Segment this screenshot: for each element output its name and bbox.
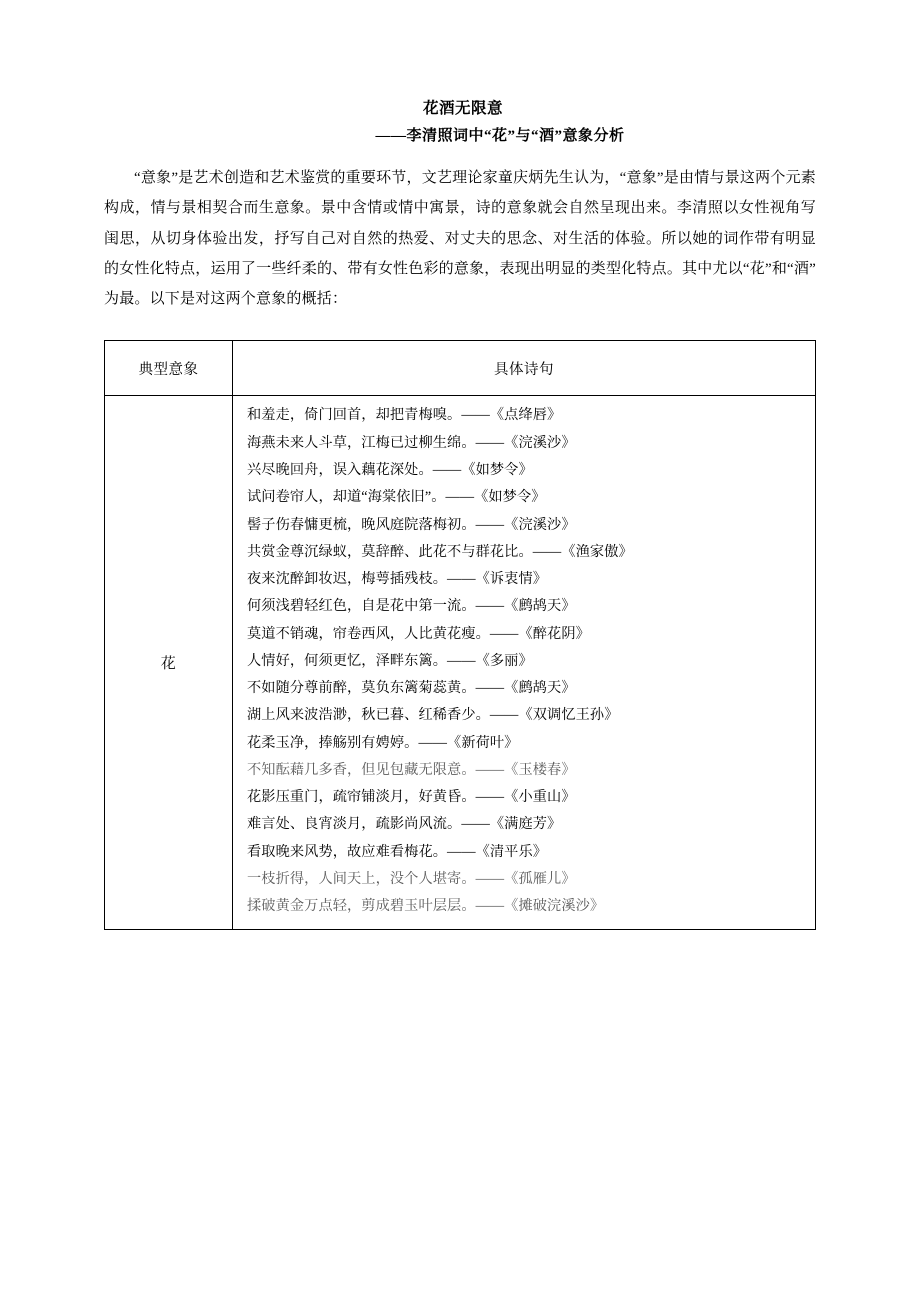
table-row [105,396,816,929]
verse-lines-cell [233,396,816,929]
verse-line: 共赏金尊沉绿蚁，莫辞醉、此花不与群花比。——《渔家傲》 [247,543,633,560]
verse-line: 试问卷帘人，却道“海棠依旧”。——《如梦令》 [247,489,546,506]
verse-line: 不如随分尊前醉，莫负东篱菊蕊黄。——《鹧鸪天》 [247,680,576,697]
verse-line: 不知酝藉几多香，但见包藏无限意。——《玉楼春》 [247,761,576,778]
verse-line: 海燕未来人斗草，江梅已过柳生绵。——《浣溪沙》 [247,434,576,451]
intro-paragraph: “意象”是艺术创造和艺术鉴赏的重要环节，文艺理论家童庆炳先生认为，“意象”是由情与景这两个元素构成，情与景相契合而生意象。景中含情或情中寓景，诗的意象就会自然呈现出来。李清照以女性视角写闺思，从切身体验出发，抒写自己对自然的热爱、对丈夫的思念、对生活的体验。所以她的词作带有明显的女性化特点，运用了一些纤柔的、带有女性色彩的意象，表现出明显的类型化特点。其中尤以“花”和“酒”为最。以下是对这两个意象的概括： [104,170,816,308]
verse-line: 湖上风来波浩渺，秋已暮、红稀香少。——《双调忆王孙》 [247,707,619,724]
column-header-imagery-type: 典型意象 [105,341,233,396]
imagery-type-cell: 花 [105,396,233,929]
verse-line: 和羞走，倚门回首，却把青梅嗅。——《点绛唇》 [247,407,562,424]
verse-line: 花柔玉净，捧觞别有娉婷。——《新荷叶》 [247,734,519,751]
page-title: 花酒无限意 [422,100,503,117]
table-header-row [105,341,816,396]
verse-line: 髻子伤春慵更梳，晚风庭院落梅初。——《浣溪沙》 [247,516,576,533]
verse-line: 夜来沈醉卸妆迟，梅萼插残枝。——《诉衷情》 [247,571,548,588]
verse-line: 难言处、良宵淡月，疏影尚风流。——《满庭芳》 [247,816,562,833]
verse-line: 何须浅碧轻红色，自是花中第一流。——《鹧鸪天》 [247,598,576,615]
column-header-verse-lines: 具体诗句 [233,341,816,396]
imagery-table [104,340,816,929]
verse-line: 一枝折得，人间天上，没个人堪寄。——《孤雁儿》 [247,871,576,887]
page-subtitle: ——李清照词中“花”与“酒”意象分析 [375,128,625,144]
verse-line: 揉破黄金万点轻，剪成碧玉叶层层。——《摊破浣溪沙》 [247,898,605,915]
verse-line: 兴尽晚回舟，误入藕花深处。——《如梦令》 [247,462,533,479]
verse-line: 人情好，何须更忆，泽畔东篱。——《多丽》 [247,652,533,669]
verse-line: 花影压重门，疏帘铺淡月，好黄昏。——《小重山》 [247,789,576,806]
verse-line: 莫道不销魂，帘卷西风，人比黄花瘦。——《醉花阴》 [247,625,590,642]
verse-line: 看取晚来风势，故应难看梅花。——《清平乐》 [247,843,548,860]
